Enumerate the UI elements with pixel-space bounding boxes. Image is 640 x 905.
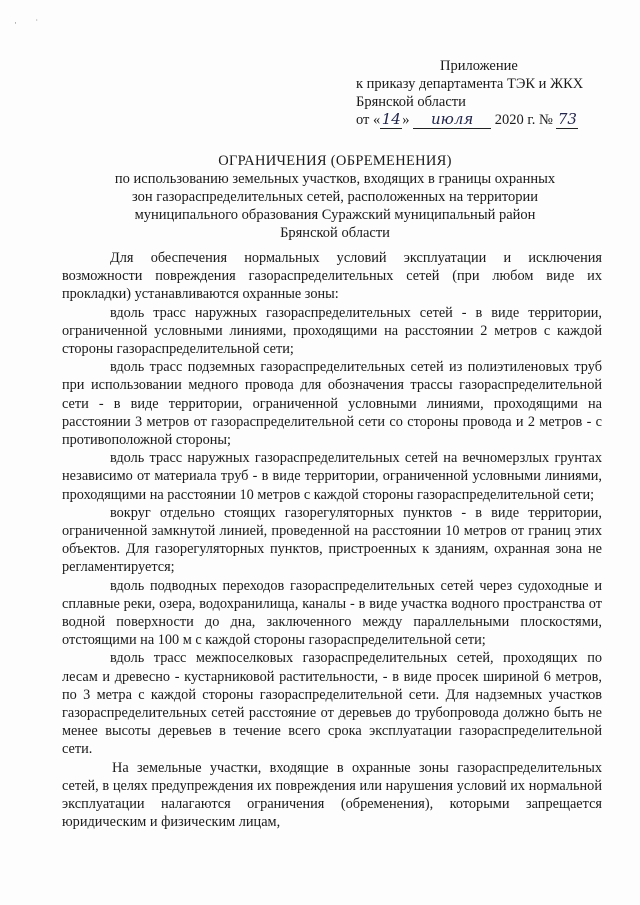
paragraph-zone-regulator: вокруг отдельно стоящих газорегуляторных пунктов - в виде территории, ограниченной замкнутой линией, проведенной на расстоянии 10 метров от границ этих объектов. Для газорегуляторных пунктов, пристроенных к зданиям, охранная зона не регламентируется; [62, 504, 602, 576]
date-prefix: от « [356, 112, 381, 128]
date-mid: » [402, 112, 410, 128]
paragraph-zone-forest: вдоль трасс межпоселковых газораспределительных сетей, проходящих по лесам и древесно - кустарниковой растительности, - в виде просек шириной 6 метров, по 3 метра с каждой стороны газораспределительной сети. Для надземных участков газораспределительных сетей расстояние от деревьев до трубопровода должно быть не менее высоты деревьев в течение всего срока эксплуатации газораспределительной сети. [62, 650, 602, 758]
paragraph-zone-permafrost: вдоль трасс наружных газораспределительных сетей на вечномерзлых грунтах независимо от материала труб - в виде территории, ограниченной условными линиями, проходящими на расстоянии 10 метров с каждой стороны газораспределительной сети; [62, 450, 602, 503]
document-title [100, 152, 570, 242]
appendix-header [356, 57, 626, 129]
title-line-4: Брянской области [280, 225, 390, 241]
paragraph-zone-underground: вдоль трасс подземных газораспределительных сетей из полиэтиленовых труб при использовании медного провода для обозначения трассы газораспределительной сети - в виде территории, ограниченной условными линиями, проходящими на расстоянии 3 метров от газораспределительной сети со стороны провода и 2 метров - с противоположной стороны; [62, 359, 602, 449]
appendix-label: Приложение [440, 58, 518, 74]
title-line-2: зон газораспределительных сетей, расположенных на территории [131, 189, 539, 205]
document-body [62, 249, 602, 832]
title-heading: ОГРАНИЧЕНИЯ (ОБРЕМЕНЕНИЯ) [218, 153, 452, 169]
date-day-field [380, 112, 402, 129]
date-month-field [413, 112, 491, 129]
paragraph-restrictions: На земельные участки, входящие в охранные зоны газораспределительных сетей, в целях предупреждения их повреждения или нарушения условий их нормальной эксплуатации налагаются ограничения (обременения), которыми запрещается юридическим и физическим лицам, [62, 759, 602, 831]
title-line-3: муниципального образования Суражский муниципальный район [134, 207, 536, 223]
paragraph-zone-outer: вдоль трасс наружных газораспределительных сетей - в виде территории, ограниченной условными линиями, проходящими на расстоянии 2 метров с каждой стороны газораспределительной сети; [62, 304, 602, 358]
appendix-date-line [356, 111, 626, 129]
date-month-handwritten: июля [430, 110, 474, 128]
date-day-handwritten: 14 [381, 110, 401, 128]
date-year: 2020 г. № [494, 112, 553, 128]
order-number-handwritten: 73 [557, 110, 577, 128]
appendix-order-line: к приказу департамента ТЭК и ЖКХ [356, 76, 584, 92]
paragraph-intro: Для обеспечения нормальных условий эксплуатации и исключения возможности повреждения газораспределительных сетей (при любом виде их прокладки) устанавливаются охранные зоны: [62, 250, 602, 303]
appendix-region-line: Брянской области [356, 94, 466, 110]
paragraph-zone-underwater: вдоль подводных переходов газораспределительных сетей через судоходные и сплавные реки, озера, водохранилища, каналы - в виде участка водного пространства от водной поверхности до дна, заключенного между параллельными плоскостями, отстоящими на 100 м с каждой стороны газораспределительной сети; [62, 577, 602, 649]
scan-specks: · ˙ [14, 18, 47, 28]
order-number-field [556, 112, 578, 129]
title-line-1: по использованию земельных участков, входящих в границы охранных [114, 171, 556, 187]
